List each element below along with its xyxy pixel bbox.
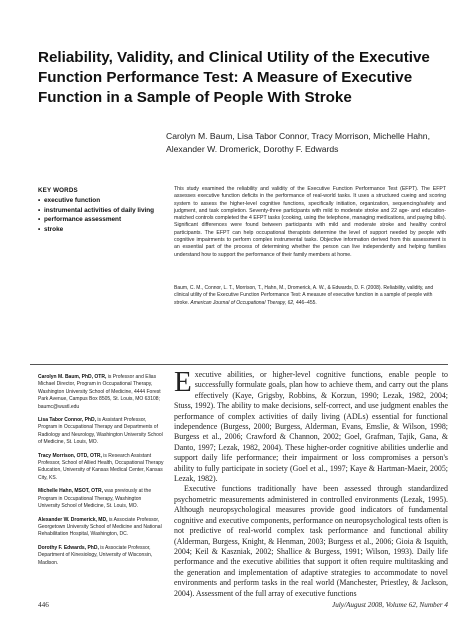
keyword-item: [38, 215, 158, 225]
keyword-label: executive function: [44, 197, 101, 204]
citation: [174, 285, 446, 307]
affiliation-name: Alexander W. Dromerick, MD,: [38, 516, 108, 523]
affiliation-item: [38, 453, 164, 483]
bullet-icon: •: [38, 197, 41, 204]
abstract: This study examined the reliability and validity of the Executive Function Performance Test (EFPT). The EFPT assesses executive function deficits in the performance of real-world tasks. It uses a structured cueing and scoring system to assess the higher-level cognitive functions, specifically initiation, organization, sequencing/safety and judgment, and task completion. Seventy-three participants with mild to moderate stroke and 22 age- and education-matched controls completed the 4 EFPT tasks (cooking, using the telephone, managing medications, and paying bills). Significant differences were found between participants with mild and moderate stroke and healthy control participants. The EFPT can help occupational therapists determine the level of support needed by people with cognitive impairments to perform complex instrumental tasks. Objective information derived from this assessment is an essential part of the process of determining whether the person can live independently and helping families understand how to support the performance of their family members at home.: [174, 186, 446, 258]
affiliation-text: is Associate Professor, Department of Kinesiology, University of Wisconsin, Madison.: [38, 544, 153, 566]
bullet-icon: •: [38, 225, 41, 233]
affiliation-text: is Professor and Elias Michael Director, Program in Occupational Therapy, Washington University School of Medicine, 4444 Forest Park Avenue, Campus Box 8505, St. Louis, MO 63108; baumc@wustl.edu: [38, 374, 161, 410]
drop-cap: E: [174, 366, 192, 398]
affiliation-item: [38, 488, 164, 510]
affiliation-text: is Assistant Professor, Program in Occupational Therapy and Departments of Radiology and Neurology, Washington University School of Medicine, St. Louis, MO.: [38, 417, 163, 446]
citation-pages: 446–455.: [295, 299, 317, 306]
affiliation-name: Carolyn M. Baum, PhD, OTR,: [38, 374, 107, 380]
paragraph-text: xecutive abilities, or higher-level cognitive functions, enable people to successfully formulate goals, plan how to achieve them, and carry out the plans effectively (Kaye, Grigsby, Robbins, & Korzun, 1990; Lezak, 1982, 2004; Stuss, 1992). The ability to make decisions, self-correct, and use judgment enables the performance of complex activities of daily living (ADLs) essential for functional independence (Burgess, 2000; Burgess, Alderman, Evans, Emslie, & Wilson, 1998; Burgess et al., 2006; Crawford & Channon, 2002; Goel, Grafman, Tajik, Gana, & Danto, 1997; Lezak, 1982, 2004). These higher-order cognitive abilities underlie and support daily life performance; their impairment or loss compromises a person's ability to fully participate in society (Goel et al., 1997; Kaye & Hartman-Maeir, 2005; Lezak, 1982).: [174, 370, 448, 484]
bullet-icon: •: [38, 206, 41, 214]
affiliation-name: Tracy Morrison, OTD, OTR,: [38, 452, 102, 459]
page-number: 446: [38, 601, 49, 609]
affiliation-name: Michelle Hahn, MSOT, OTR,: [38, 488, 104, 495]
affiliation-name: Lisa Tabor Connor, PhD,: [38, 417, 96, 424]
citation-journal: American Journal of Occupational Therapy, 62,: [190, 299, 295, 306]
author-affiliations: [38, 374, 164, 573]
keyword-label: performance assessment: [44, 216, 122, 223]
affiliation-text: is Research Assistant Professor, School of Allied Health, Occupational Therapy Education, University of Kansas Medical Center, Kansas City, KS.: [38, 452, 164, 481]
bullet-icon: •: [38, 216, 41, 223]
citation-text: Baum, C. M., Connor, L. T., Morrison, T., Hahn, M., Dromerick, A. W., & Edwards, D. F. (2008). Reliability, validity, and clinical utility of the Executive Function Performance Test: A measure of executive function in a sample of people with stroke.: [174, 285, 434, 306]
affiliation-name: Dorothy F. Edwards, PhD,: [38, 544, 99, 551]
keyword-label: instrumental activities of daily living: [44, 206, 155, 214]
affiliation-text: is Associate Professor, Georgetown University School of Medicine and National Rehabilitation Hospital, Washington, DC.: [38, 516, 162, 538]
article-title: Reliability, Validity, and Clinical Utility of the Executive Function Performance Test: A Measure of Executive Function in a Sample of People With Stroke: [38, 49, 430, 106]
affiliation-item: [38, 517, 164, 539]
affiliation-text: was previously at the Program in Occupational Therapy, Washington University School of Medicine, St. Louis, MO.: [38, 488, 152, 510]
article-body: [174, 366, 448, 599]
keywords-heading: KEY WORDS: [38, 187, 78, 194]
body-paragraph: [174, 366, 448, 484]
affiliation-item: [38, 417, 164, 447]
keyword-item: [38, 196, 158, 206]
keyword-item: [38, 225, 158, 235]
keywords-list: [38, 196, 158, 234]
keyword-label: stroke: [44, 225, 64, 233]
journal-issue: July/August 2008, Volume 62, Number 4: [332, 601, 448, 609]
affiliation-item: [38, 545, 164, 567]
body-paragraph: Executive functions traditionally have been assessed through standardized psychometric measurements administered in controlled environments (Lezak, 1995). Although neuropsychological measures provide good indicators of fundamental cognitive and executive components, performance on neuropsychological tests often is not predictive of real-world complex task performance and functional ability (Alderman, Burgess, Knight, & Henman, 2003; Burgess et al., 2006; Gioia & Isquith, 2004; Keil & Kaszniak, 2002; Shallice & Burgess, 1991; Wilson, 1993). Daily life performance and the executive abilities that support it often require multitasking and the generation and implementation of adaptive strategies to accommodate to novel environments and perform tasks in the real world (Manchester, Priestley, & Jackson, 2004). Assessment of the full array of executive functions: [174, 484, 448, 598]
author-list: Carolyn M. Baum, Lisa Tabor Connor, Tracy Morrison, Michelle Hahn, Alexander W. Dromerick, Dorothy F. Edwards: [166, 131, 430, 154]
keywords-box: [38, 186, 158, 234]
section-divider: [30, 364, 448, 365]
keyword-item: [38, 206, 158, 216]
affiliation-item: [38, 374, 164, 411]
